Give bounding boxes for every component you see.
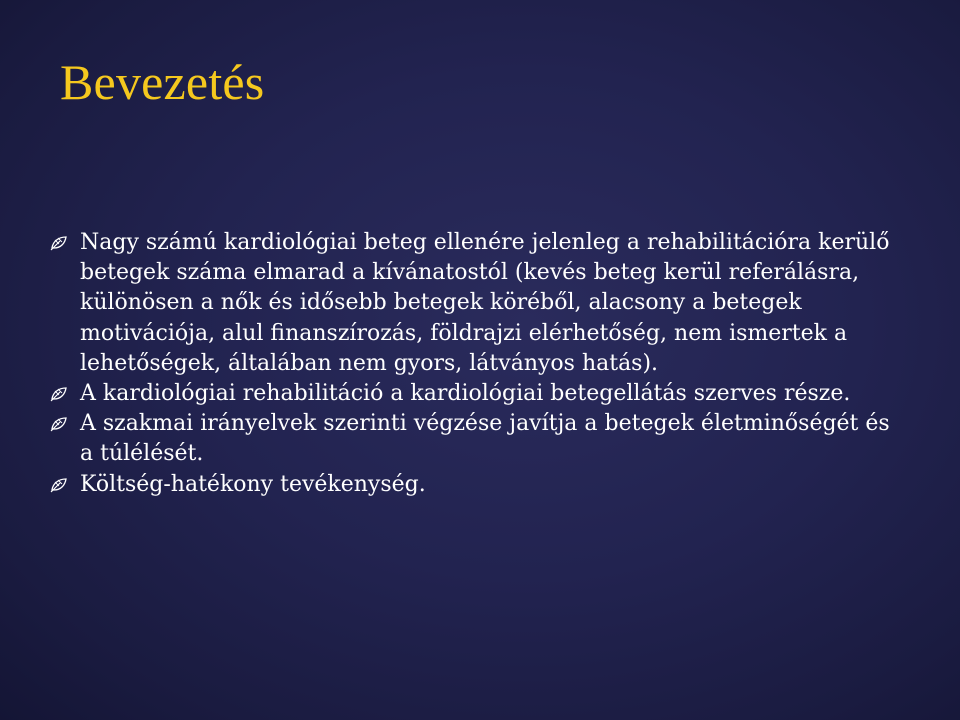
leaf-bullet-icon: [50, 386, 68, 402]
bullet-text: Nagy számú kardiológiai beteg ellenére jelenleg a rehabilitációra kerülő betegek száma elmarad a kívánatostól (kevés beteg kerül referálásra, különösen a nők és idősebb betegek köréből, alacsony a betegek motivációja, alul finanszírozás, földrajzi elérhetőség, nem ismertek a lehetőségek, általában nem gyors, látványos hatás).: [80, 230, 890, 376]
bullet-list: [46, 228, 906, 500]
bullet-item: [46, 228, 906, 379]
bullet-item: [46, 379, 906, 409]
leaf-bullet-icon: [50, 235, 68, 251]
bullet-text: Költség-hatékony tevékenység.: [80, 471, 426, 497]
bullet-item: [46, 409, 906, 469]
leaf-bullet-icon: [50, 477, 68, 493]
slide-title: Bevezetés: [60, 54, 265, 110]
leaf-bullet-icon: [50, 416, 68, 432]
bullet-text: A kardiológiai rehabilitáció a kardiológiai betegellátás szerves része.: [80, 381, 851, 407]
bullet-item: [46, 470, 906, 500]
bullet-text: A szakmai irányelvek szerinti végzése javítja a betegek életminőségét és a túlélését.: [80, 411, 890, 467]
